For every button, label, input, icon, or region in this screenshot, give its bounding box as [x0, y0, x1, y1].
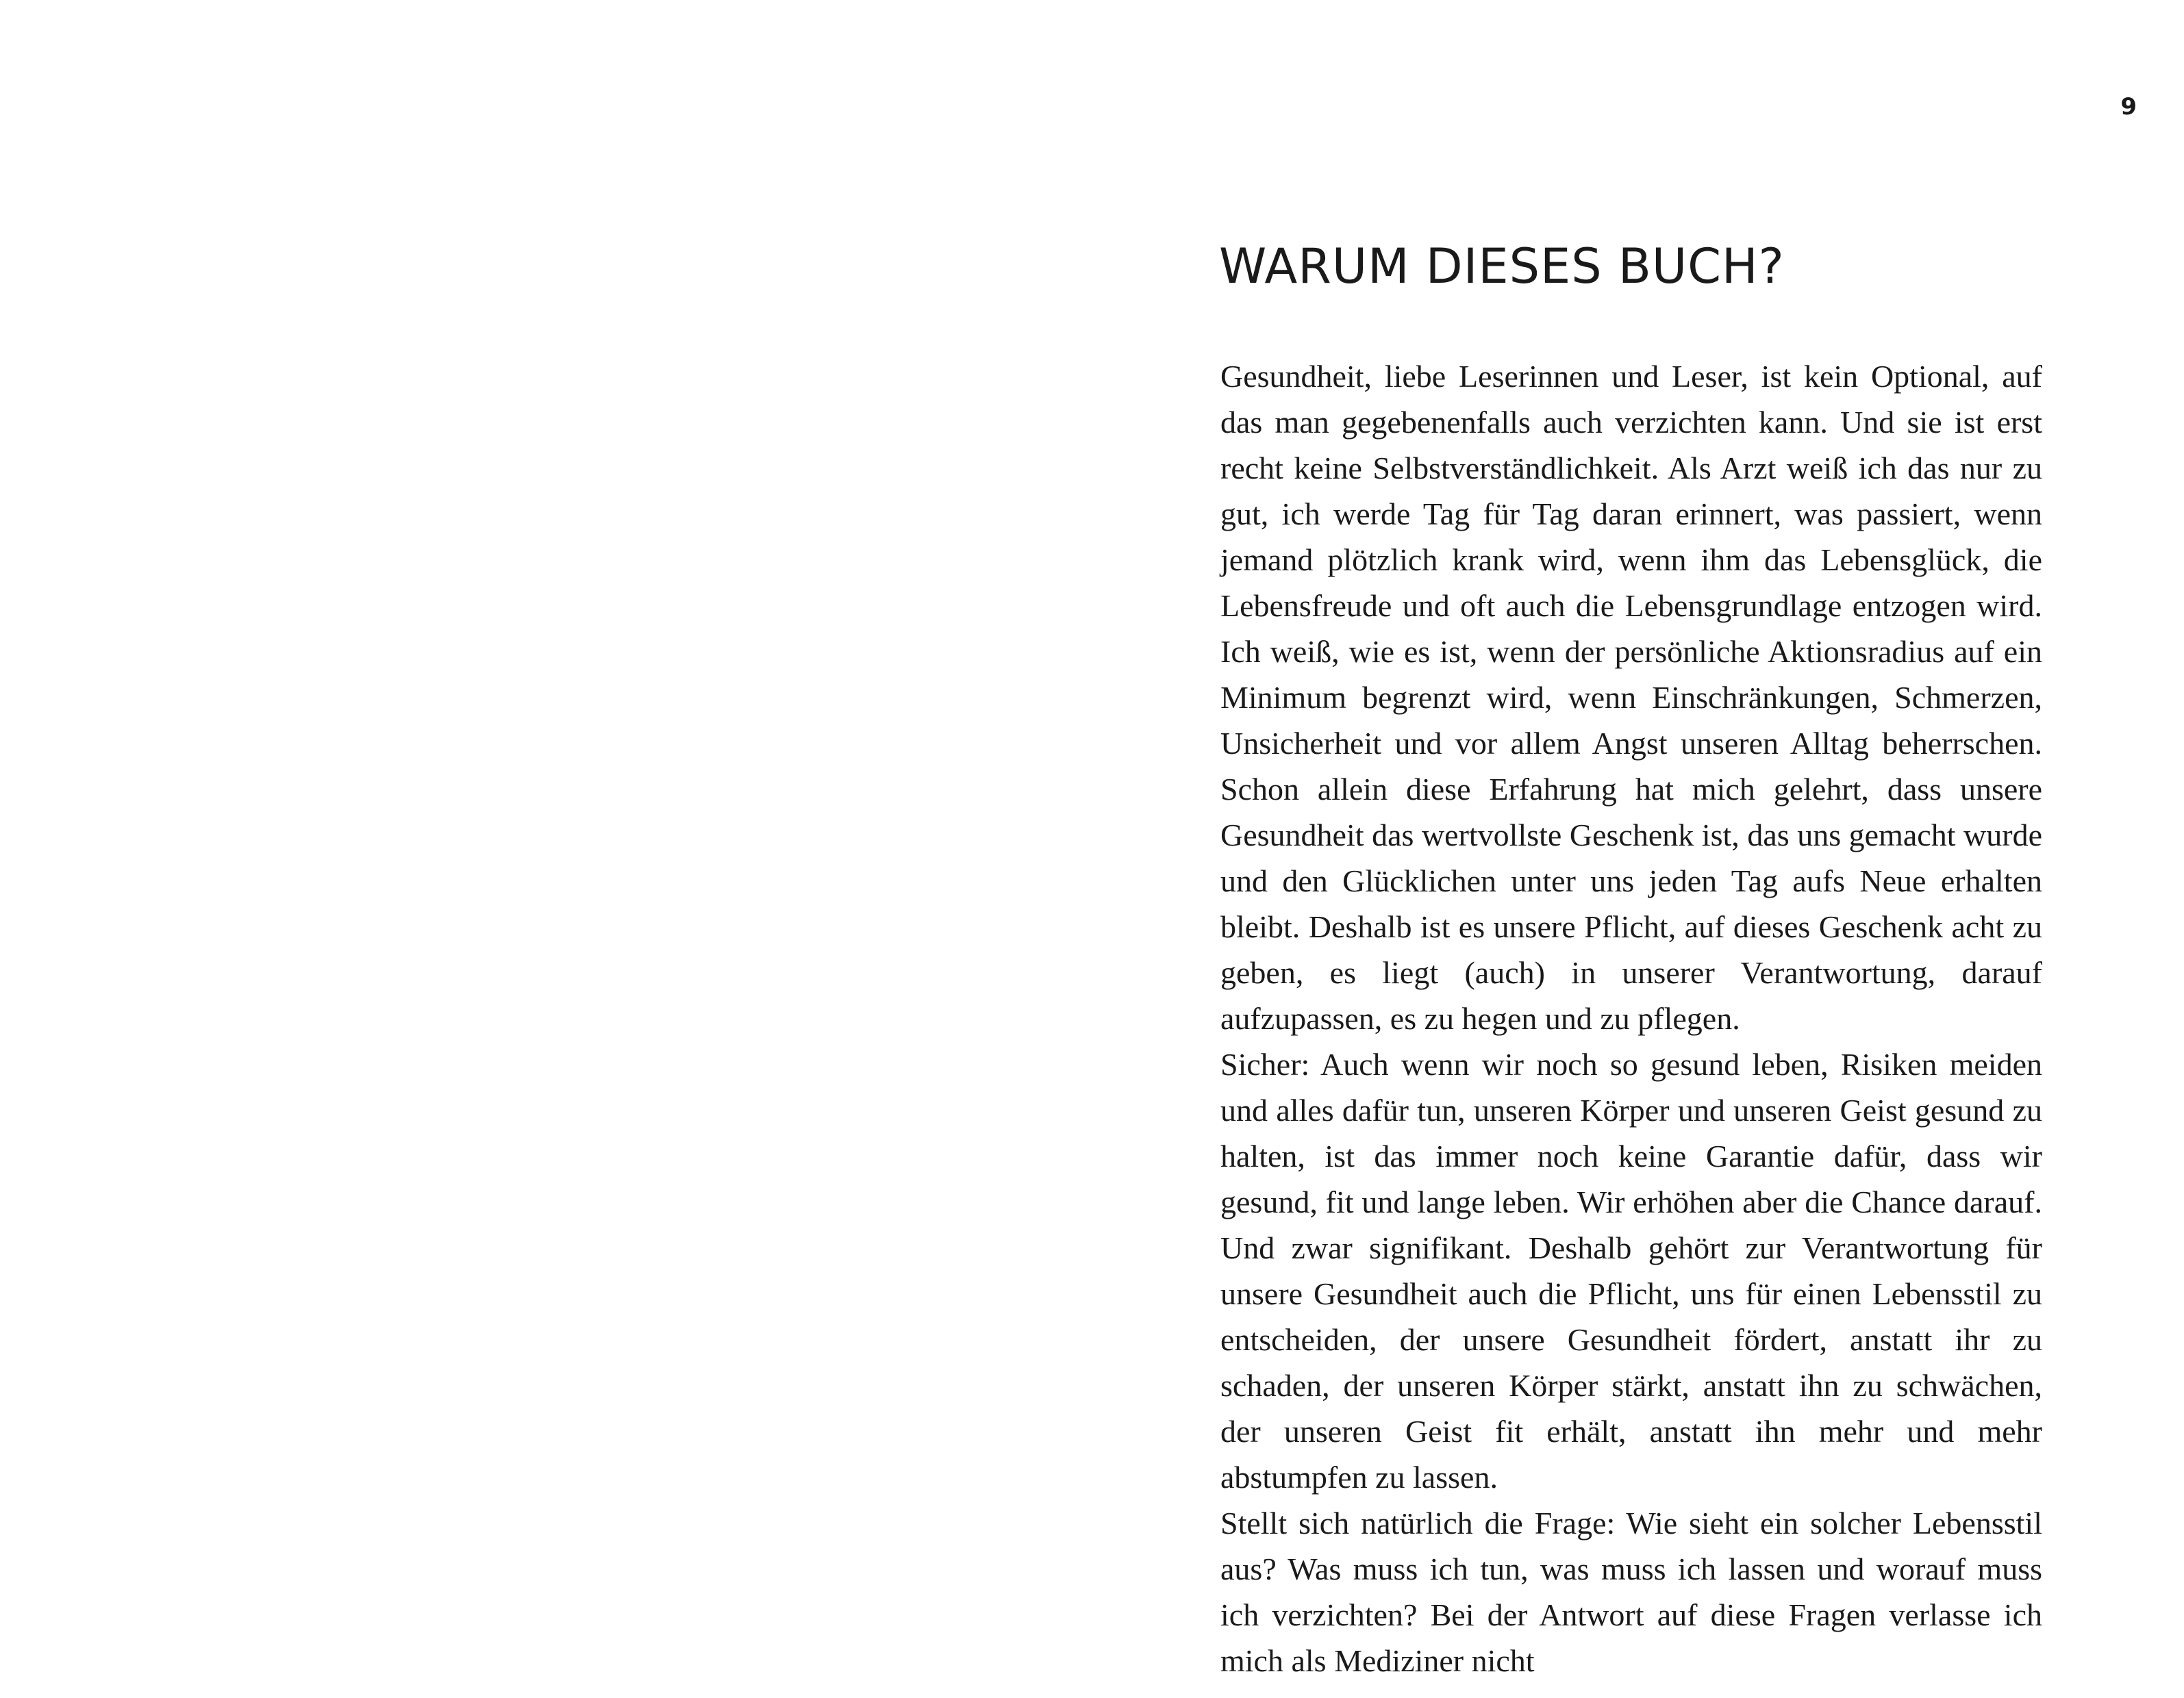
- chapter-title: WARUM DIESES BUCH?: [1219, 238, 1785, 294]
- paragraph-1: Gesundheit, liebe Leserinnen und Leser, ist kein Optional, auf das man gegebenenfalls auch verzichten kann. Und sie ist erst recht keine Selbstverständlichkeit. Als Arzt weiß ich das nur zu gut, ich werde Tag für Tag daran erinnert, was passiert, wenn jemand plötzlich krank wird, wenn ihm das Lebensglück, die Lebensfreude und oft auch die Lebensgrundlage entzogen wird. Ich weiß, wie es ist, wenn der persönliche Aktionsradius auf ein Minimum begrenzt wird, wenn Einschränkungen, Schmerzen, Unsicherheit und vor allem Angst unseren Alltag beherrschen. Schon allein diese Erfahrung hat mich gelehrt, dass unsere Gesundheit das wertvollste Geschenk ist, das uns gemacht wurde und den Glücklichen unter uns jeden Tag aufs Neue erhalten bleibt. Deshalb ist es unsere Pflicht, auf dieses Geschenk acht zu geben, es liegt (auch) in unserer Verantwortung, darauf aufzupassen, es zu hegen und zu pflegen.: [1220, 359, 2042, 1036]
- body-text: [1220, 353, 2042, 1684]
- page-number: 9: [2120, 93, 2137, 121]
- paragraph-2: Sicher: Auch wenn wir noch so gesund leben, Risiken meiden und alles dafür tun, unseren Körper und unseren Geist gesund zu halten, ist das immer noch keine Garantie dafür, dass wir gesund, fit und lange leben. Wir erhöhen aber die Chance darauf. Und zwar signifikant. Deshalb gehört zur Verantwortung für unsere Gesundheit auch die Pflicht, uns für einen Lebensstil zu entscheiden, der unsere Gesundheit fördert, anstatt ihr zu schaden, der unseren Körper stärkt, anstatt ihn zu schwächen, der unseren Geist fit erhält, anstatt ihn mehr und mehr abstumpfen zu lassen.: [1220, 1047, 2042, 1495]
- paragraph-3: Stellt sich natürlich die Frage: Wie sieht ein solcher Lebensstil aus? Was muss ich tun, was muss ich lassen und worauf muss ich verzichten? Bei der Antwort auf diese Fragen verlasse ich mich als Mediziner nicht: [1220, 1506, 2042, 1678]
